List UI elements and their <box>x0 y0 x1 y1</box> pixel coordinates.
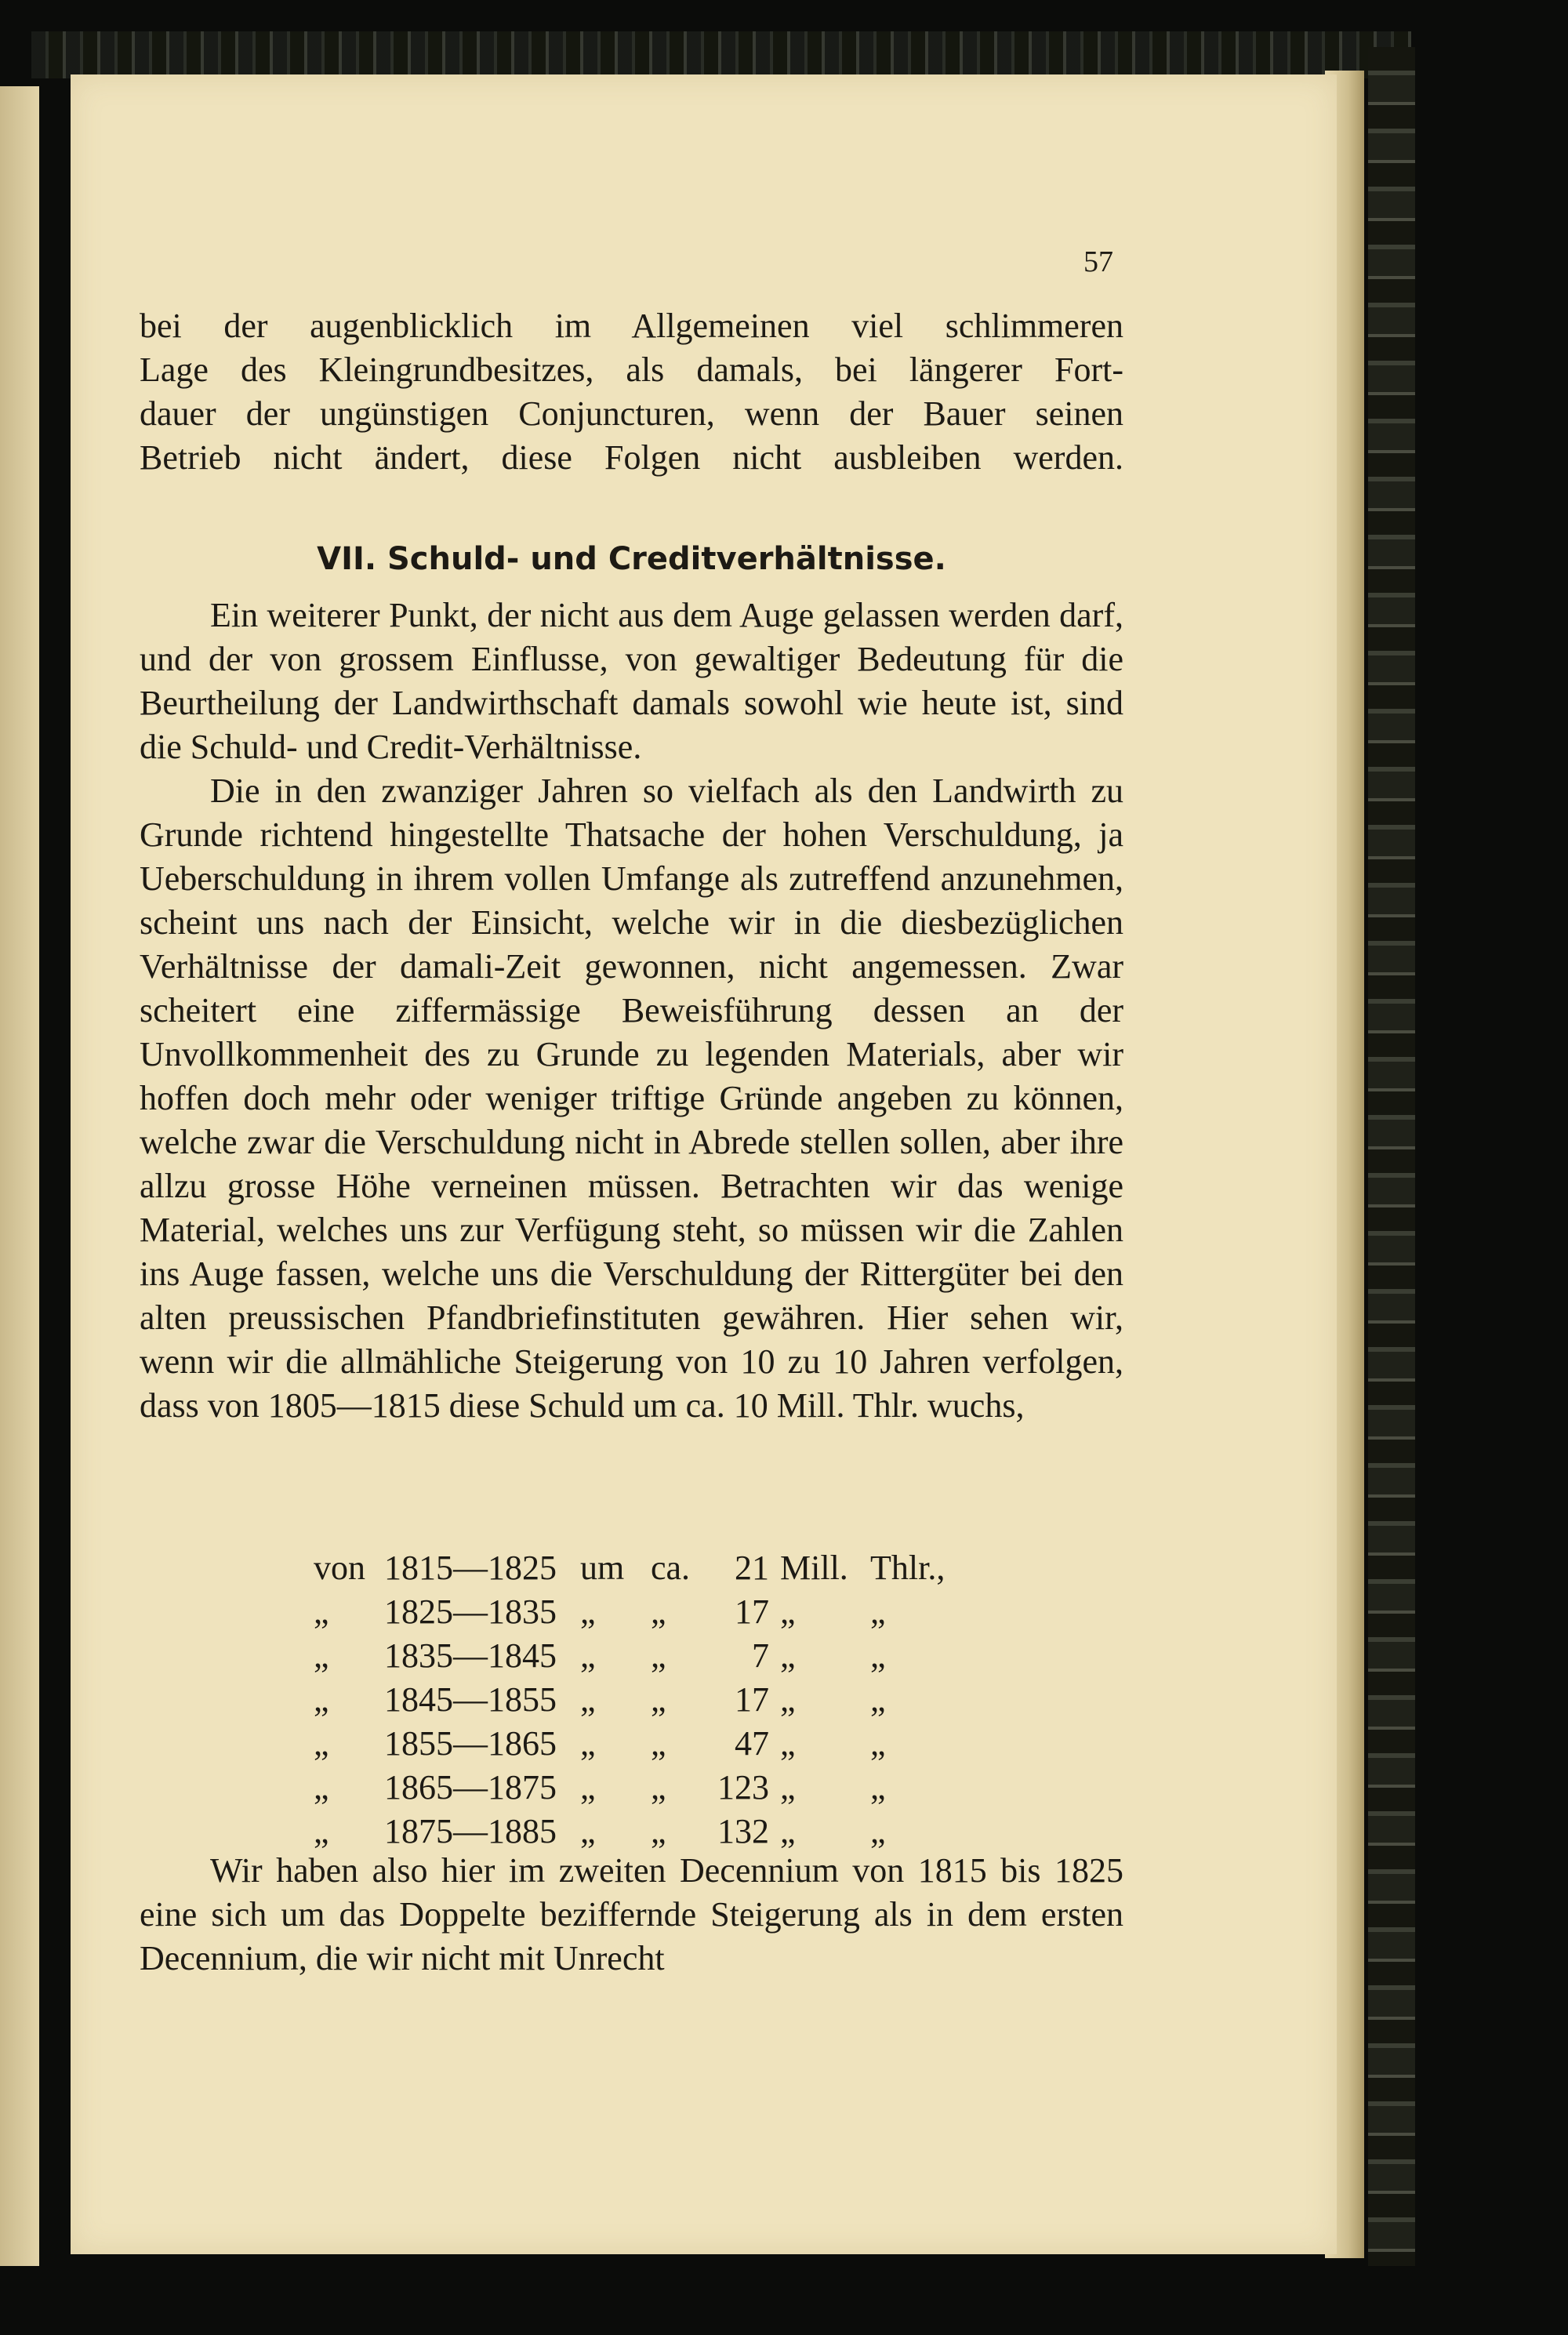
table-cell-value: 123 <box>717 1768 769 1807</box>
table-row <box>314 1590 945 1634</box>
book-binding-right <box>1368 47 1415 2266</box>
table-cell-um: „ <box>580 1724 596 1763</box>
table-cell-um: „ <box>580 1768 596 1807</box>
body-text-block <box>140 594 1123 1428</box>
table-cell-unit1: „ <box>780 1680 796 1719</box>
table-cell-ca: „ <box>651 1636 666 1675</box>
paragraph-intro: Ein weiterer Punkt, der nicht aus dem Auge gelassen werden darf, und der von grossem Einflusse, von gewaltiger Bedeutung für die Beurtheilung der Landwirthschaft damals sowohl wie heute ist, sind die Schuld- und Credit-Verhältnisse. <box>140 596 1123 766</box>
table-cell-um: um <box>580 1549 625 1587</box>
text-line: Lage des Kleingrundbesitzes, als damals, bei längerer Fort- <box>140 350 1123 389</box>
table-cell-unit2: „ <box>870 1768 886 1807</box>
table-cell-unit1: „ <box>780 1724 796 1763</box>
table-cell-prefix: „ <box>314 1724 329 1763</box>
table-cell-ca: „ <box>651 1592 666 1631</box>
table-cell-um: „ <box>580 1680 596 1719</box>
page-number: 57 <box>1083 245 1113 278</box>
table-cell-value: 132 <box>717 1812 769 1850</box>
debt-growth-table <box>314 1546 945 1854</box>
table-cell-prefix: von <box>314 1549 365 1587</box>
book-binding-top <box>31 31 1411 78</box>
table-cell-unit1: „ <box>780 1768 796 1807</box>
table-cell-um: „ <box>580 1592 596 1631</box>
text-line: dauer der ungünstigen Conjuncturen, wenn der Bauer seinen <box>140 394 1123 433</box>
section-heading: VII. Schuld- und Creditverhältnisse. <box>317 541 946 577</box>
table-row <box>314 1678 945 1722</box>
table-cell-value: 7 <box>752 1636 769 1675</box>
table-cell-range: 1855—1865 <box>384 1724 557 1763</box>
table-cell-range: 1815—1825 <box>384 1549 557 1587</box>
table-row <box>314 1722 945 1766</box>
table-cell-ca: „ <box>651 1724 666 1763</box>
table-cell-prefix: „ <box>314 1592 329 1631</box>
table-cell-ca: ca. <box>651 1549 691 1587</box>
table-cell-um: „ <box>580 1812 596 1850</box>
table-cell-unit2: „ <box>870 1724 886 1763</box>
table-cell-unit1: „ <box>780 1636 796 1675</box>
table-cell-range: 1875—1885 <box>384 1812 557 1850</box>
table-cell-prefix: „ <box>314 1768 329 1807</box>
table-cell-unit2: „ <box>870 1592 886 1631</box>
table-row <box>314 1546 945 1590</box>
table-cell-range: 1835—1845 <box>384 1636 557 1675</box>
table-row <box>314 1634 945 1678</box>
table-cell-value: 47 <box>735 1724 769 1763</box>
table-cell-ca: „ <box>651 1812 666 1850</box>
text-line: Betrieb nicht ändert, diese Folgen nicht ausbleiben werden. <box>140 438 1123 477</box>
paragraph-continuation <box>140 304 1123 480</box>
table-cell-unit2: „ <box>870 1636 886 1675</box>
table-cell-value: 17 <box>735 1680 769 1719</box>
body-text-block-end <box>140 1849 1123 1981</box>
table-cell-unit1: Mill. <box>780 1549 848 1587</box>
table-cell-ca: „ <box>651 1680 666 1719</box>
table-cell-value: 21 <box>735 1549 769 1587</box>
table-cell-prefix: „ <box>314 1636 329 1675</box>
table-cell-prefix: „ <box>314 1812 329 1850</box>
table-cell-range: 1845—1855 <box>384 1680 557 1719</box>
table-cell-unit2: Thlr., <box>870 1549 946 1587</box>
table-cell-ca: „ <box>651 1768 666 1807</box>
table-cell-unit1: „ <box>780 1592 796 1631</box>
text-line: bei der augenblicklich im Allgemeinen viel schlimmeren <box>140 307 1123 345</box>
table-cell-prefix: „ <box>314 1680 329 1719</box>
table-cell-unit2: „ <box>870 1680 886 1719</box>
table-cell-um: „ <box>580 1636 596 1675</box>
table-cell-unit2: „ <box>870 1812 886 1850</box>
table-cell-unit1: „ <box>780 1812 796 1850</box>
table-row <box>314 1766 945 1810</box>
table-cell-value: 17 <box>735 1592 769 1631</box>
table-cell-range: 1865—1875 <box>384 1768 557 1807</box>
paragraph-argument: Die in den zwanziger Jahren so vielfach als den Landwirth zu Grunde richtend hingestellte Thatsache der hohen Verschuldung, ja Ueberschuldung in ihrem vollen Umfange als zutreffend anzunehmen, scheint uns nach der Einsicht, welche wir in die diesbezüglichen Verhältnisse der damali-Zeit gewonnen, nicht angemessen. Zwar scheitert eine ziffermässige Beweisführung dessen an der Unvollkommenheit des zu Grunde zu legenden Materials, aber wir hoffen doch mehr oder weniger triftige Gründe angeben zu können, welche zwar die Verschuldung nicht in Abrede stellen sollen, aber ihre allzu grosse Höhe verneinen müssen. Betrachten wir das wenige Material, welches uns zur Verfügung steht, so müssen wir die Zahlen ins Auge fassen, welche uns die Verschuldung der Rittergüter bei den alten preussischen Pfandbriefinstituten gewähren. Hier sehen wir, wenn wir die allmähliche Steigerung von 10 zu 10 Jahren verfolgen, dass von 1805—1815 diese Schuld um ca. 10 Mill. Thlr. wuchs, <box>140 772 1123 1425</box>
paragraph-conclusion: Wir haben also hier im zweiten Decennium von 1815 bis 1825 eine sich um das Doppelte beziffernde Steigerung als in dem ersten Decennium, die wir nicht mit Unrecht <box>140 1851 1123 1977</box>
table-cell-range: 1825—1835 <box>384 1592 557 1631</box>
table-row <box>314 1810 945 1854</box>
previous-page-edge <box>0 86 39 2266</box>
